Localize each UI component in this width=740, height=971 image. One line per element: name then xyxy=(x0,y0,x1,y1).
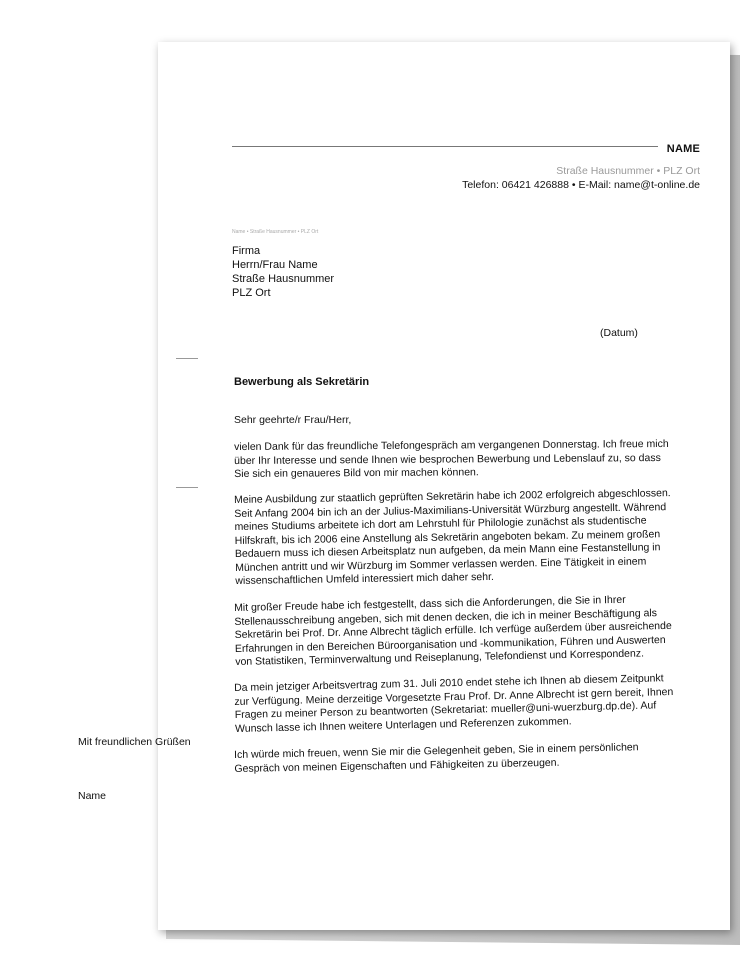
fold-mark xyxy=(176,358,198,359)
body-paragraph: Meine Ausbildung zur staatlich geprüften Sekretärin habe ich 2002 erfolgreich abgeschlossen. Seit Anfang 2004 bin ich an der Julius-Maximilians-Universität Würzburg angestellt. Während meines Studiums arbeitete ich dort am Lehrstuhl für Philologie zunächst als studentische Hilfskraft, bis ich 2006 eine Anstellung als Sekretärin angeboten bekam. Zu meinem großen Bedauern muss ich diesen Arbeitsplatz nun aufgeben, da mein Mann eine Festanstellung in München antritt und wir Würzburg im Sommer verlassen werden. Eine Tätigkeit in einem wissenschaftlichen Umfeld interessiert mich daher sehr. xyxy=(234,487,671,587)
sender-address: Straße Hausnummer • PLZ Ort xyxy=(556,165,700,177)
letter-date: (Datum) xyxy=(600,327,638,339)
sender-divider xyxy=(232,146,658,147)
body-paragraph: Da mein jetziger Arbeitsvertrag zum 31. Juli 2010 endet stehe ich Ihnen ab diesem Zeitpunkt zur Verfügung. Meine derzeitige Vorgesetzte Frau Prof. Dr. Anne Albrecht ist gern bereit, Ihnen Fragen zu meiner Person zu beantworten (Sekretariat: mueller@uni-wuerzburg.dp.de). Auf Wunsch lasse ich Ihnen weitere Unterlagen und Referenzen zukommen. xyxy=(234,672,674,735)
body-paragraph: Ich würde mich freuen, wenn Sie mir die Gelegenheit geben, Sie in einem persönlichen Gespräch von meinen Eigenschaften und Fähigkeiten zu überzeugen. xyxy=(234,741,639,775)
letter-body xyxy=(234,414,674,789)
sender-contact: Telefon: 06421 426888 • E-Mail: name@t-online.de xyxy=(462,179,700,191)
body-paragraph: vielen Dank für das freundliche Telefongespräch am vergangenen Donnerstag. Ich freue mich über Ihr Interesse und sende Ihnen wie besprochen Bewerbung und Lebenslauf zu, so dass Sie sich ein genaueres Bild von mir machen können. xyxy=(234,437,669,480)
closing: Mit freundlichen Grüßen xyxy=(78,736,191,748)
return-address-line: Name • Straße Hausnummer • PLZ Ort xyxy=(232,229,319,235)
salutation: Sehr geehrte/r Frau/Herr, xyxy=(234,414,352,426)
signature-name: Name xyxy=(78,790,107,802)
recipient-address xyxy=(232,244,334,300)
recipient-line: Herrn/Frau Name xyxy=(232,259,318,271)
recipient-line: Firma xyxy=(232,245,261,257)
sender-name: NAME xyxy=(666,143,700,155)
body-paragraph: Mit großer Freude habe ich festgestellt, dass sich die Anforderungen, die Sie in Ihrer Stellenausschreibung angeben, sich mit denen decken, die ich in meiner Beschäftigung als Sekretärin bei Prof. Dr. Anne Albrecht täglich erfülle. Ich verfüge außerdem über ausreichende Erfahrungen in den Bereichen Büroorganisation und -kommunikation, Führen und Auswerten von Statistiken, Terminverwaltung und Reiseplanung, Telefondienst und Korrespondenz. xyxy=(234,593,672,668)
recipient-line: PLZ Ort xyxy=(232,287,271,299)
fold-mark xyxy=(176,487,198,488)
letter-page xyxy=(158,42,730,930)
letter-subject: Bewerbung als Sekretärin xyxy=(234,376,370,388)
recipient-line: Straße Hausnummer xyxy=(232,273,335,285)
